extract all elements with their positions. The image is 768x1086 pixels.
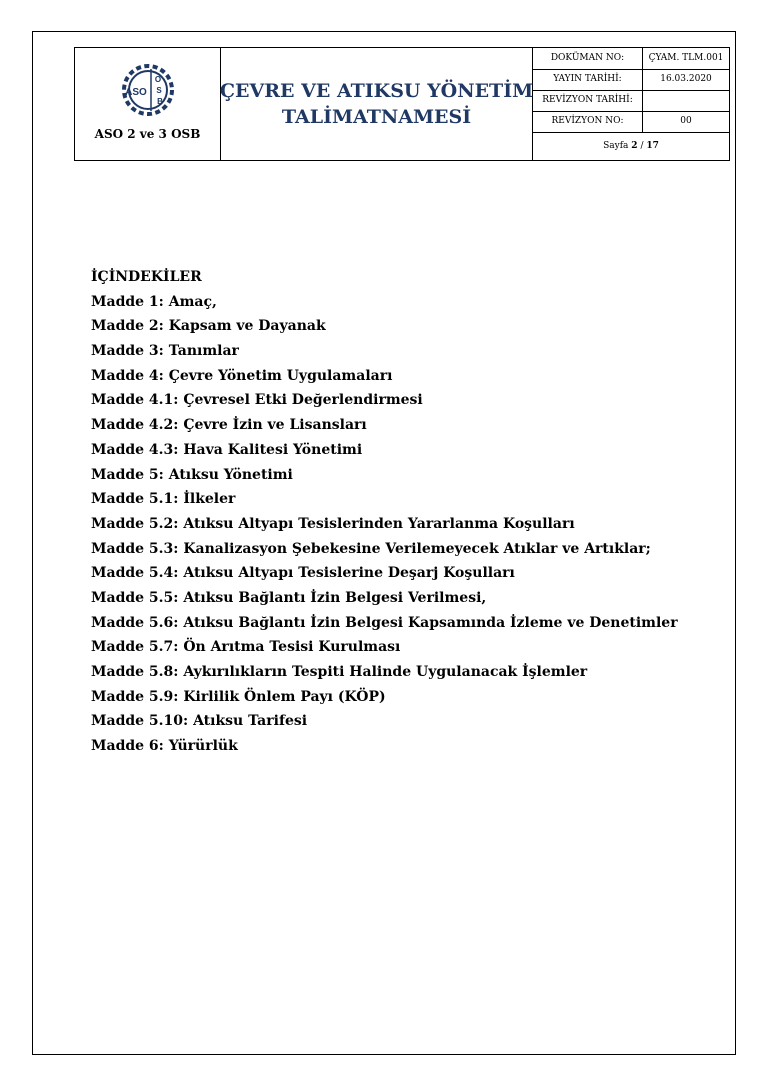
- logo-text-s: S: [156, 86, 162, 95]
- page-prefix: Sayfa: [603, 141, 629, 151]
- toc-item: Madde 5.5: Atıksu Bağlantı İzin Belgesi Verilmesi,: [91, 589, 487, 606]
- page-current: 2: [631, 141, 638, 151]
- toc-item: Madde 4.2: Çevre İzin ve Lisansları: [91, 417, 367, 434]
- page-total: 17: [646, 141, 659, 151]
- info-value: 16.03.2020: [660, 74, 712, 84]
- aso-osb-logo-icon: [118, 60, 178, 120]
- toc-item: Madde 5.6: Atıksu Bağlantı İzin Belgesi Kapsamında İzleme ve Denetimler: [91, 614, 678, 631]
- toc-item: Madde 5.1: İlkeler: [91, 491, 236, 508]
- info-row-document-no: [533, 48, 729, 70]
- info-label: REVİZYON NO:: [533, 111, 643, 132]
- info-label: REVİZYON TARİHİ:: [533, 90, 643, 111]
- logo-cell: [75, 48, 221, 160]
- toc-item: Madde 4.1: Çevresel Etki Değerlendirmesi: [91, 392, 423, 409]
- logo-text-aso: ASO: [125, 87, 147, 98]
- toc-item: Madde 5.2: Atıksu Altyapı Tesislerinden Yararlanma Koşulları: [91, 515, 575, 532]
- toc-item: Madde 5.8: Aykırılıkların Tespiti Halinde Uygulanacak İşlemler: [91, 664, 588, 680]
- toc-item: Madde 4.3: Hava Kalitesi Yönetimi: [91, 441, 363, 458]
- info-label: DOKÜMAN NO:: [533, 48, 643, 69]
- toc-item: Madde 5.9: Kirlilik Önlem Payı (KÖP): [91, 688, 386, 705]
- toc-item: Madde 1: Amaç,: [91, 293, 217, 310]
- document-header: [74, 47, 730, 161]
- page-separator: /: [640, 141, 644, 151]
- toc-item: Madde 5.10: Atıksu Tarifesi: [91, 713, 308, 730]
- toc-heading: İÇİNDEKİLER: [91, 269, 202, 285]
- info-row-publish-date: [533, 69, 729, 91]
- info-label: YAYIN TARİHİ:: [533, 69, 643, 90]
- document-info-table: [533, 48, 729, 160]
- toc-item: Madde 4: Çevre Yönetim Uygulamaları: [91, 367, 393, 384]
- toc-item: Madde 6: Yürürlük: [91, 738, 238, 755]
- document-title-line-1: ÇEVRE VE ATIKSU YÖNETİM: [219, 80, 534, 102]
- info-value: ÇYAM. TLM.001: [648, 53, 724, 63]
- toc-item: Madde 2: Kapsam ve Dayanak: [91, 318, 326, 335]
- logo-text-o: O: [154, 75, 162, 84]
- toc-item: Madde 5.7: Ön Arıtma Tesisi Kurulması: [91, 639, 401, 656]
- info-row-revision-no: [533, 111, 729, 133]
- logo-caption: ASO 2 ve 3 OSB: [94, 127, 201, 141]
- toc-item: Madde 5.4: Atıksu Altyapı Tesislerine Deşarj Koşulları: [91, 565, 515, 582]
- toc-item: Madde 5.3: Kanalizasyon Şebekesine Verilemeyecek Atıklar ve Artıklar;: [91, 540, 651, 557]
- info-value: 00: [680, 116, 692, 126]
- info-row-revision-date: [533, 90, 729, 112]
- table-of-contents: [91, 265, 711, 759]
- toc-item: Madde 5: Atıksu Yönetimi: [91, 466, 293, 483]
- document-title-line-2: TALİMATNAMESİ: [281, 106, 472, 128]
- info-value: [643, 90, 729, 111]
- title-cell: [221, 48, 533, 160]
- page-number: [533, 132, 729, 160]
- toc-item: Madde 3: Tanımlar: [91, 343, 239, 360]
- logo-text-b: B: [157, 97, 163, 106]
